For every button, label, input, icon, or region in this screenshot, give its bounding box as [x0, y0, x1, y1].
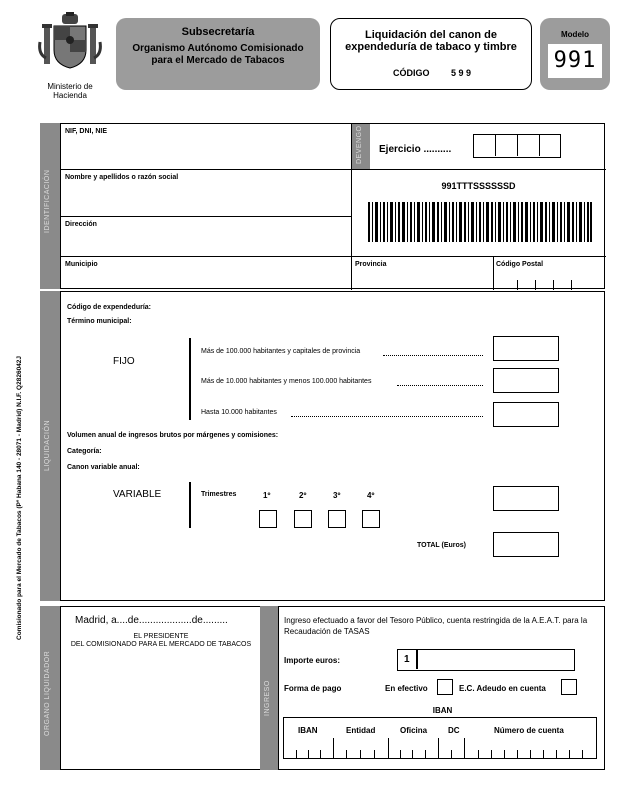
codigo-value: 5 9 9 — [451, 68, 472, 78]
devengo-strip — [352, 124, 370, 169]
canon-variable-label: Canon variable anual: — [67, 464, 140, 471]
provincia-label: Provincia — [355, 261, 387, 268]
identification-section — [60, 123, 605, 289]
termino-municipal-label: Término municipal: — [67, 318, 132, 325]
date-line: Madrid, a....de...................de......... — [75, 615, 228, 626]
quarter-3-label: 3º — [333, 491, 341, 500]
quarter-3-checkbox[interactable] — [328, 510, 346, 528]
iban-col-entidad: Entidad — [346, 726, 376, 735]
nombre-label: Nombre y apellidos o razón social — [65, 174, 179, 181]
liquidacion-strip-label: LIQUIDACIÓN — [44, 419, 51, 471]
variable-label: VARIABLE — [113, 489, 162, 500]
fijo-input-2[interactable] — [493, 368, 559, 393]
nif-label: NIF, DNI, NIE — [65, 128, 108, 135]
modelo-label: Modelo — [561, 30, 589, 39]
organization-box — [116, 18, 320, 90]
forma-pago-label: Forma de pago — [284, 684, 342, 693]
quarter-4-checkbox[interactable] — [362, 510, 380, 528]
adeudo-label: E.C. Adeudo en cuenta — [459, 684, 546, 693]
barcode-text: 991TTTSSSSSSD — [441, 181, 516, 191]
quarter-2-label: 2º — [299, 491, 307, 500]
iban-col-dc: DC — [448, 726, 460, 735]
barcode — [368, 202, 592, 242]
iban-col-cuenta: Número de cuenta — [494, 726, 564, 735]
identification-strip-label: IDENTIFICACIÓN — [44, 169, 51, 233]
fijo-option-2: Más de 10.000 habitantes y menos 100.000 habitantes — [201, 378, 372, 385]
modelo-box — [540, 18, 610, 90]
codigo-expendeduria-label: Código de expendeduría: — [67, 304, 152, 311]
total-label: TOTAL (Euros) — [417, 542, 466, 549]
fijo-option-1: Más de 100.000 habitantes y capitales de provincia — [201, 348, 361, 355]
org-subsecretaria: Subsecretaría — [181, 26, 255, 38]
ejercicio-field[interactable] — [473, 134, 561, 158]
adeudo-checkbox[interactable] — [561, 679, 577, 695]
importe-prefix: 1 — [404, 654, 410, 665]
efectivo-checkbox[interactable] — [437, 679, 453, 695]
form-title: Liquidación del canon de expendeduría de tabaco y timbre — [345, 29, 517, 53]
quarter-4-label: 4º — [367, 491, 375, 500]
iban-col-iban: IBAN — [298, 726, 318, 735]
fijo-input-1[interactable] — [493, 336, 559, 361]
volumen-label: Volumen anual de ingresos brutos por márgenes y comisiones: — [67, 432, 279, 439]
liquidacion-strip — [40, 291, 60, 601]
quarter-1-checkbox[interactable] — [259, 510, 277, 528]
efectivo-label: En efectivo — [385, 684, 428, 693]
ingreso-section — [278, 606, 605, 770]
cp-label: Código Postal — [496, 261, 544, 268]
municipio-label: Municipio — [65, 261, 98, 268]
organo-strip — [40, 606, 60, 770]
modelo-value-box — [548, 44, 602, 78]
variable-input[interactable] — [493, 486, 559, 511]
ingreso-text: Ingreso efectuado a favor del Tesoro Público, cuenta restringida de la A.E.A.T. para la Recaudación de TASAS — [284, 616, 588, 636]
org-name: Organismo Autónomo Comisionado para el Mercado de Tabacos — [132, 43, 304, 66]
organo-strip-label: ORGANO LIQUIDADOR — [44, 650, 51, 736]
ingreso-strip — [260, 606, 278, 770]
ingreso-strip-label: INGRESO — [264, 680, 271, 716]
importe-field[interactable] — [397, 649, 575, 671]
total-input[interactable] — [493, 532, 559, 557]
side-text: Comisionado para el Mercado de Tabacos (Pº Habana 140 - 28071 - Madrid) N.I.F. Q2826042J — [16, 355, 23, 640]
quarter-1-label: 1º — [263, 491, 271, 500]
importe-label: Importe euros: — [284, 656, 341, 665]
fijo-label: FIJO — [113, 356, 135, 367]
devengo-label: DEVENGO — [356, 125, 363, 164]
fijo-option-3: Hasta 10.000 habitantes — [201, 409, 277, 416]
presidente-subtitle: DEL COMISIONADO PARA EL MERCADO DE TABACOS — [70, 641, 252, 648]
liquidacion-section — [60, 291, 605, 601]
presidente-title: EL PRESIDENTE — [133, 633, 189, 640]
form-title-box — [330, 18, 532, 90]
identification-strip — [40, 123, 60, 289]
iban-box[interactable] — [283, 717, 597, 759]
iban-title: IBAN — [432, 706, 453, 715]
codigo-label: CÓDIGO — [393, 68, 430, 78]
categoria-label: Categoría: — [67, 448, 102, 455]
ministry-logo — [38, 12, 102, 84]
iban-col-oficina: Oficina — [400, 726, 428, 735]
direccion-label: Dirección — [65, 221, 97, 228]
trimestres-label: Trimestres — [201, 491, 237, 498]
organo-section — [60, 606, 260, 770]
ministry-name: Ministerio de Hacienda — [47, 82, 93, 100]
quarter-2-checkbox[interactable] — [294, 510, 312, 528]
fijo-input-3[interactable] — [493, 402, 559, 427]
modelo-value: 991 — [553, 48, 597, 73]
ejercicio-label: Ejercicio .......... — [379, 144, 452, 155]
